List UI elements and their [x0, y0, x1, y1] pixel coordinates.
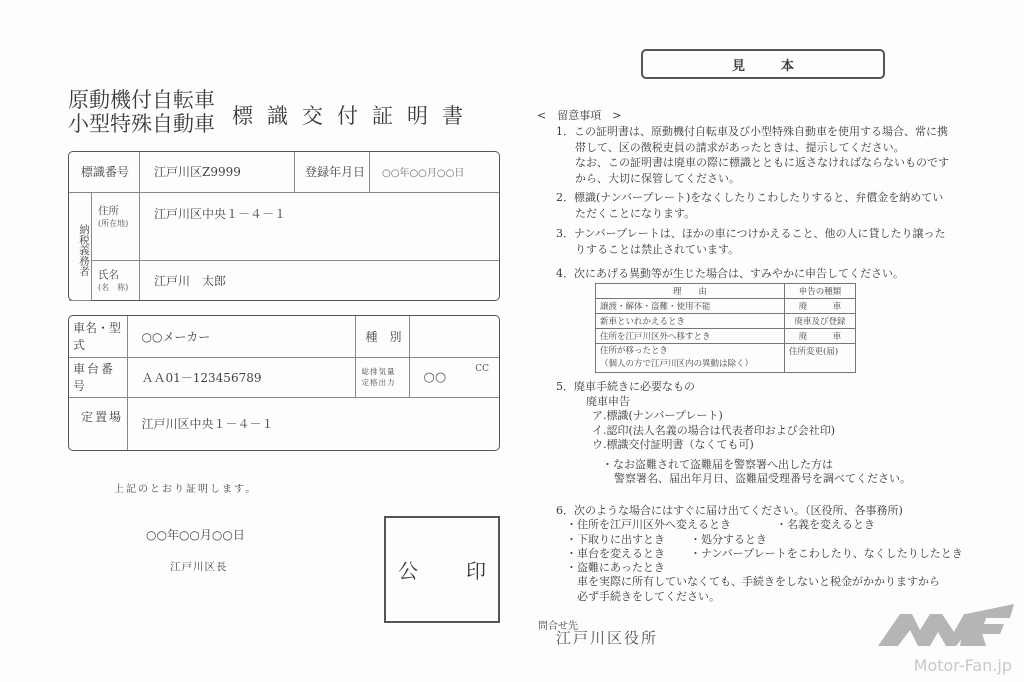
- reason-cell-note: （個人の方で江戸川区内の異動は除く）: [600, 359, 754, 369]
- declaration-type-cell: 廃車及び登録: [785, 314, 856, 329]
- note-item-6: [556, 504, 963, 604]
- displacement-unit: CC: [475, 363, 489, 374]
- plate-number-label: 標識番号: [69, 152, 140, 192]
- vehicle-type-value: [409, 316, 499, 357]
- motor-fan-logo-text: Motor-Fan.jp: [913, 656, 1012, 675]
- name-value: 江戸川 太郎: [140, 260, 500, 300]
- reason-cell: 新車といれかえるとき: [596, 314, 785, 329]
- title-line-special-vehicle: 小型特殊自動車: [68, 112, 215, 136]
- address-value: 江戸川区中央１－４－１: [140, 192, 500, 260]
- notes-heading: < 留意事項 >: [537, 109, 622, 122]
- note-1-line: 帯して、区の徴税吏員の請求があったときは、提示してください。: [575, 140, 905, 154]
- contact-label: 問合せ先: [538, 621, 578, 632]
- name-label: 氏名: [98, 269, 119, 282]
- declaration-type-cell: 住所変更(届): [785, 344, 856, 373]
- note-5-list-item: イ.認印(法人名義の場合は代表者印および会社印): [592, 423, 836, 437]
- storage-location-value: 江戸川区中央１－４－１: [127, 397, 499, 450]
- storage-location-label: 定置場: [69, 397, 127, 450]
- note-1-line: なお、この証明書は廃車の際に標識とともに返さなければならないものです: [575, 156, 949, 169]
- vehicle-type-label: 種 別: [355, 316, 409, 357]
- note-6-closing: 車を実際に所有していなくても、手続きをしないと税金がかかりますから: [577, 575, 940, 589]
- declaration-type-cell: 廃 車: [785, 299, 856, 314]
- declaration-type-header: 申告の種類: [785, 284, 856, 299]
- chassis-number-value: ＡＡ01－123456789: [127, 357, 355, 397]
- address-label: 住所: [98, 204, 119, 217]
- note-5-theft-note: 警察署名、届出年月日、盗難届受理番号を調べてください。: [614, 472, 911, 485]
- seal-char-right: 印: [466, 559, 486, 583]
- note-item-2: [556, 190, 943, 221]
- model-value: ○○メーカー: [127, 316, 355, 357]
- motor-fan-logo-mark: [868, 600, 1018, 650]
- note-6-case: ・住所を江戸川区外へ変えるとき: [566, 518, 731, 532]
- sample-stamp: 見本: [641, 49, 885, 79]
- title-line-moped: 原動機付自転車: [68, 88, 215, 112]
- motor-fan-logo: [868, 600, 1018, 678]
- note-item-4: 4．次にあげる異動等が生じた場合は、すみやかに申告してください。: [556, 267, 904, 280]
- reason-header: 理 由: [596, 284, 785, 299]
- declaration-type-cell: 廃 車: [785, 329, 856, 344]
- registration-date-label: 登録年月日: [295, 152, 370, 192]
- address-sublabel: (所在地): [98, 218, 129, 228]
- rated-output-label: 定格出力: [361, 378, 396, 387]
- name-sublabel: (名 称): [98, 283, 129, 293]
- note-6-case: ・盗難にあったとき: [566, 561, 665, 575]
- model-label: 車名・型式: [69, 316, 127, 357]
- note-item-5: [556, 380, 911, 487]
- reason-table: [595, 283, 856, 373]
- reason-cell: 住所が移ったとき: [600, 346, 669, 356]
- note-6-closing: 必ず手続きをしてください。: [577, 589, 720, 603]
- registration-date-value: ○○年○○月○○日: [370, 152, 500, 192]
- owner-info-table: [68, 151, 500, 301]
- taxpayer-label: 納税義務者: [69, 192, 92, 300]
- certification-date: ○○年○○月○○日: [146, 528, 245, 542]
- chassis-number-label: 車台番号: [69, 357, 127, 397]
- note-5-list-item: ウ.標識交付証明書（なくても可): [592, 438, 754, 451]
- note-5-theft-note: ・なお盗難されて盗難届を警察署へ出した方は: [602, 457, 833, 471]
- contact-office: 江戸川区役所: [556, 629, 659, 647]
- note-2-line: 2．標識(ナンバープレート)をなくしたりこわしたりすると、弁償金を納めてい: [556, 191, 944, 204]
- note-5-subtitle: 廃車申告: [586, 394, 630, 408]
- reason-cell: 住所を江戸川区外へ移すとき: [596, 329, 785, 344]
- note-6-case: ・処分するとき: [690, 532, 767, 546]
- certification-statement: 上記のとおり証明します。: [114, 484, 258, 495]
- note-6-case: ・名義を変えるとき: [776, 518, 875, 532]
- note-5-list-item: ア.標識(ナンバープレート): [592, 409, 723, 422]
- note-3-line: りすることは禁止されています。: [575, 242, 740, 256]
- issuer-title: 江戸川区長: [170, 561, 228, 573]
- seal-char-left: 公: [398, 559, 418, 583]
- note-item-3: [556, 226, 945, 257]
- note-6-title: 6．次のような場合にはすぐに届け出てください。（区役所、各事務所): [556, 504, 903, 517]
- note-6-case: ・下取りに出すとき: [566, 532, 665, 546]
- note-6-case: ・ナンバープレートをこわしたり、なくしたりしたとき: [690, 546, 963, 560]
- note-2-line: ただくことになります。: [575, 206, 696, 220]
- document-title: 標識交付証明書: [232, 104, 477, 128]
- reason-cell: 譲渡・解体・盗難・使用不能: [596, 299, 785, 314]
- note-1-line: 1．この証明書は、原動機付自転車及び小型特殊自動車を使用する場合、常に携: [556, 125, 948, 138]
- displacement-label: 総排気量: [361, 367, 396, 376]
- vehicle-info-table: [68, 315, 500, 451]
- note-6-case: ・車台を変えるとき: [566, 546, 665, 560]
- displacement-value: ○○: [423, 369, 447, 385]
- plate-number-value: 江戸川区Z9999: [140, 152, 295, 192]
- note-1-line: から、大切に保管してください。: [575, 171, 740, 185]
- note-3-line: 3．ナンバープレートは、ほかの車につけかえること、他の人に貸したり譲った: [556, 227, 946, 240]
- note-5-title: 5．廃車手続きに必要なもの: [556, 380, 695, 393]
- note-item-1: [556, 124, 949, 186]
- title-vehicle-types: [68, 88, 215, 136]
- official-seal-box: [384, 516, 500, 623]
